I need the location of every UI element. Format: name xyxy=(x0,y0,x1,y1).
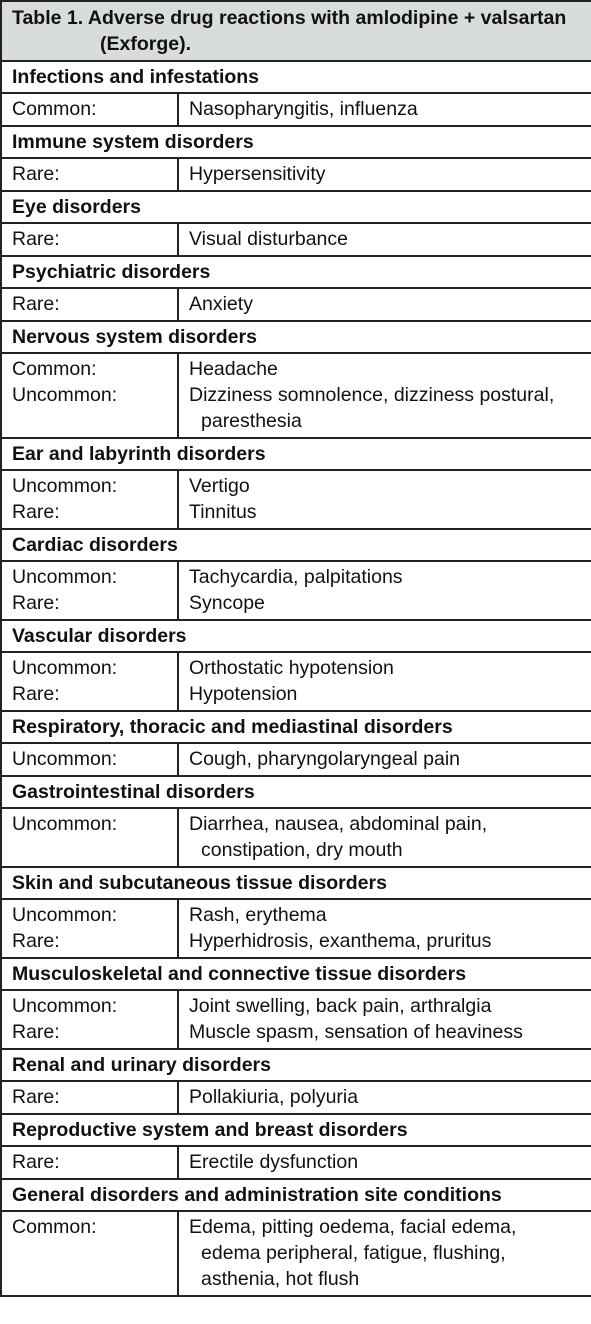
table-row xyxy=(1,1146,591,1179)
effects-cell xyxy=(178,652,591,711)
frequency-cell xyxy=(1,1081,178,1114)
frequency-label: Rare: xyxy=(12,1021,60,1043)
effects-cell xyxy=(178,470,591,529)
section-title: Infections and infestations xyxy=(1,61,591,93)
effect-text: Tinnitus xyxy=(189,501,257,523)
section-title: Gastrointestinal disorders xyxy=(1,776,591,808)
section-title: Respiratory, thoracic and mediastinal disorders xyxy=(1,711,591,743)
effect-text: Vertigo xyxy=(189,475,250,497)
effect-text: Joint swelling, back pain, arthralgia xyxy=(189,995,492,1017)
frequency-cell xyxy=(1,743,178,776)
effect-text: Hypotension xyxy=(189,683,298,705)
table-body xyxy=(1,1,591,1296)
table-title-cell xyxy=(1,1,591,61)
section-title: Psychiatric disorders xyxy=(1,256,591,288)
section-title: Immune system disorders xyxy=(1,126,591,158)
effect-text: Dizziness somnolence, dizziness postural, paresthesia xyxy=(189,384,555,432)
frequency-label: Uncommon: xyxy=(12,904,118,926)
effect-text: Orthostatic hypotension xyxy=(189,657,394,679)
table-row xyxy=(1,353,591,438)
effect-text: Cough, pharyngolaryngeal pain xyxy=(189,748,461,770)
frequency-label: Rare: xyxy=(12,228,60,250)
frequency-cell xyxy=(1,470,178,529)
section-title: Nervous system disorders xyxy=(1,321,591,353)
frequency-label: Uncommon: xyxy=(12,384,118,406)
frequency-cell xyxy=(1,93,178,126)
table-row xyxy=(1,652,591,711)
table-row xyxy=(1,158,591,191)
frequency-cell xyxy=(1,1211,178,1296)
frequency-label: Rare: xyxy=(12,683,60,705)
section-header-row xyxy=(1,711,591,743)
section-title: Eye disorders xyxy=(1,191,591,223)
effects-cell xyxy=(178,1081,591,1114)
section-header-row xyxy=(1,256,591,288)
frequency-label: Rare: xyxy=(12,592,60,614)
section-header-row xyxy=(1,321,591,353)
frequency-cell xyxy=(1,288,178,321)
section-header-row xyxy=(1,438,591,470)
effects-cell xyxy=(178,808,591,867)
frequency-cell xyxy=(1,158,178,191)
effect-text: Pollakiuria, polyuria xyxy=(189,1086,359,1108)
frequency-label: Rare: xyxy=(12,293,60,315)
section-title: Ear and labyrinth disorders xyxy=(1,438,591,470)
table-row xyxy=(1,93,591,126)
section-header-row xyxy=(1,620,591,652)
effects-cell xyxy=(178,93,591,126)
frequency-label: Uncommon: xyxy=(12,566,118,588)
frequency-label: Uncommon: xyxy=(12,813,118,835)
effect-text: Erectile dysfunction xyxy=(189,1151,359,1173)
table-row xyxy=(1,899,591,958)
frequency-label: Uncommon: xyxy=(12,475,118,497)
section-header-row xyxy=(1,126,591,158)
table-row xyxy=(1,223,591,256)
effect-text: Diarrhea, nausea, abdominal pain, constipation, dry mouth xyxy=(189,813,488,861)
effects-cell xyxy=(178,899,591,958)
frequency-cell xyxy=(1,652,178,711)
frequency-label: Uncommon: xyxy=(12,748,118,770)
effects-cell xyxy=(178,743,591,776)
frequency-label: Rare: xyxy=(12,1151,60,1173)
effects-cell xyxy=(178,353,591,438)
frequency-cell xyxy=(1,899,178,958)
effect-text: Tachycardia, palpitations xyxy=(189,566,403,588)
frequency-label: Rare: xyxy=(12,501,60,523)
table-row xyxy=(1,743,591,776)
section-title: Reproductive system and breast disorders xyxy=(1,1114,591,1146)
effect-text: Syncope xyxy=(189,592,265,614)
frequency-label: Uncommon: xyxy=(12,657,118,679)
section-header-row xyxy=(1,61,591,93)
frequency-label: Rare: xyxy=(12,163,60,185)
effect-text: Rash, erythema xyxy=(189,904,327,926)
table-title: Table 1. Adverse drug reactions with amlodipine + valsartan (Exforge). xyxy=(12,7,567,55)
table-row xyxy=(1,470,591,529)
section-header-row xyxy=(1,1114,591,1146)
frequency-cell xyxy=(1,353,178,438)
table-row xyxy=(1,288,591,321)
effect-text: Nasopharyngitis, influenza xyxy=(189,98,418,120)
effects-cell xyxy=(178,990,591,1049)
table-row xyxy=(1,1211,591,1296)
effects-cell xyxy=(178,561,591,620)
section-header-row xyxy=(1,958,591,990)
section-title: Renal and urinary disorders xyxy=(1,1049,591,1081)
section-header-row xyxy=(1,191,591,223)
table-row xyxy=(1,1081,591,1114)
effects-cell xyxy=(178,288,591,321)
effects-cell xyxy=(178,1146,591,1179)
section-header-row xyxy=(1,1179,591,1211)
frequency-cell xyxy=(1,1146,178,1179)
section-title: Vascular disorders xyxy=(1,620,591,652)
table-row xyxy=(1,561,591,620)
frequency-cell xyxy=(1,808,178,867)
effects-cell xyxy=(178,158,591,191)
frequency-cell xyxy=(1,561,178,620)
effect-text: Headache xyxy=(189,358,278,380)
section-title: Musculoskeletal and connective tissue disorders xyxy=(1,958,591,990)
section-title: General disorders and administration site conditions xyxy=(1,1179,591,1211)
section-title: Cardiac disorders xyxy=(1,529,591,561)
effects-cell xyxy=(178,1211,591,1296)
section-header-row xyxy=(1,776,591,808)
effect-text: Visual disturbance xyxy=(189,228,348,250)
frequency-label: Uncommon: xyxy=(12,995,118,1017)
frequency-label: Rare: xyxy=(12,930,60,952)
frequency-cell xyxy=(1,223,178,256)
effect-text: Hypersensitivity xyxy=(189,163,326,185)
effect-text: Muscle spasm, sensation of heaviness xyxy=(189,1021,523,1043)
effect-text: Hyperhidrosis, exanthema, pruritus xyxy=(189,930,492,952)
frequency-label: Common: xyxy=(12,1216,97,1238)
effects-cell xyxy=(178,223,591,256)
table-row xyxy=(1,990,591,1049)
table-title-row xyxy=(1,1,591,61)
frequency-label: Common: xyxy=(12,358,97,380)
frequency-cell xyxy=(1,990,178,1049)
frequency-label: Rare: xyxy=(12,1086,60,1108)
section-title: Skin and subcutaneous tissue disorders xyxy=(1,867,591,899)
frequency-label: Common: xyxy=(12,98,97,120)
table-row xyxy=(1,808,591,867)
section-header-row xyxy=(1,529,591,561)
effect-text: Edema, pitting oedema, facial edema, edema peripheral, fatigue, flushing, asthenia, hot flush xyxy=(189,1216,517,1290)
section-header-row xyxy=(1,1049,591,1081)
section-header-row xyxy=(1,867,591,899)
effect-text: Anxiety xyxy=(189,293,253,315)
